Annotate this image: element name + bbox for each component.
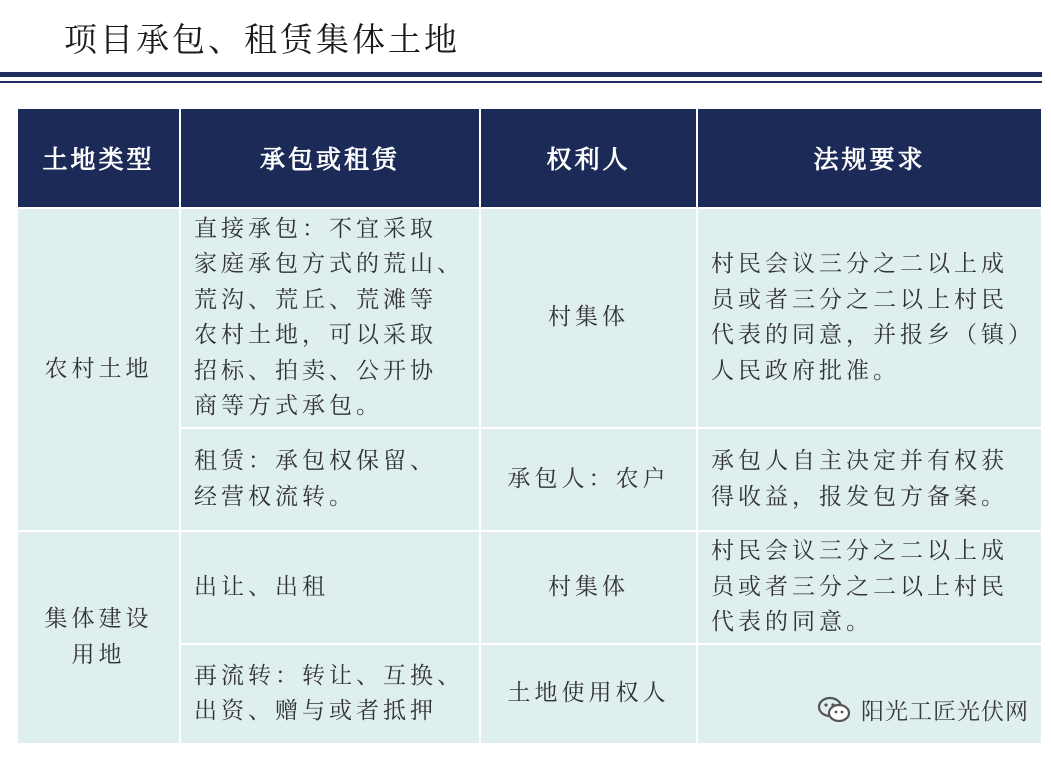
law-transfer-rent (697, 531, 1042, 644)
desc-direct-contract (180, 208, 480, 428)
cell-line: 集体建设 (44, 606, 153, 632)
cell-line: 村集体 (548, 573, 629, 600)
table-header-row (17, 108, 1042, 208)
land-type-rural (17, 208, 180, 531)
cell-line: 村集体 (548, 304, 629, 331)
land-lease-table (16, 107, 1043, 745)
cell-line: 承包人：农户 (507, 465, 670, 492)
cell-line: 承包人自主决定并有权获 (711, 448, 1008, 474)
wechat-watermark (817, 693, 1029, 726)
owner-village-collective (480, 531, 697, 644)
cell-line: 农村土地，可以采取 (194, 322, 437, 348)
cell-line: 出资、赠与或者抵押 (194, 698, 437, 724)
land-type-collective-construction (17, 531, 180, 744)
cell-line: 用地 (71, 641, 126, 668)
header-contract-or-lease: 承包或租赁 (180, 108, 480, 208)
page-title: 项目承包、租赁集体土地 (64, 20, 460, 59)
law-direct-contract (697, 208, 1042, 428)
desc-re-transfer (180, 644, 480, 744)
header-land-type: 土地类型 (17, 108, 180, 208)
desc-transfer-rent (180, 531, 480, 644)
cell-line: 土地使用权人 (507, 680, 670, 707)
cell-line: 出让、出租 (194, 573, 329, 600)
cell-line: 得收益，报发包方备案。 (711, 483, 1008, 510)
header-rights-holder: 权利人 (480, 108, 697, 208)
owner-land-use-right-holder (480, 644, 697, 744)
cell-line: 村民会议三分之二以上成 (711, 538, 1008, 565)
table-row (17, 208, 1042, 428)
cell-line: 代表的同意，并报乡（镇） (711, 322, 1035, 348)
cell-line: 租赁：承包权保留、 (194, 448, 437, 474)
table-row (17, 531, 1042, 644)
desc-lease (180, 428, 480, 531)
owner-contractor-farmer (480, 428, 697, 531)
title-rule-thin (0, 81, 1042, 83)
cell-line: 村民会议三分之二以上成 (711, 251, 1008, 277)
title-rule-thick (0, 72, 1042, 77)
cell-line: 招标、拍卖、公开协 (194, 357, 437, 384)
cell-line: 经营权流转。 (194, 483, 356, 510)
watermark-text: 阳光工匠光伏网 (861, 699, 1029, 725)
cell-line: 再流转：转让、互换、 (194, 662, 464, 689)
cell-line: 商等方式承包。 (194, 393, 383, 419)
cell-line: 代表的同意。 (711, 609, 873, 636)
cell-line: 家庭承包方式的荒山、 (194, 251, 464, 277)
cell-line: 直接承包：不宜采取 (194, 215, 437, 242)
wechat-icon (817, 695, 851, 725)
owner-village-collective (480, 208, 697, 428)
header-legal-requirement: 法规要求 (697, 108, 1042, 208)
cell-line: 农村土地 (44, 355, 153, 382)
law-lease (697, 428, 1042, 531)
cell-line: 人民政府批准。 (711, 357, 900, 384)
cell-line: 员或者三分之二以上村民 (711, 286, 1008, 313)
cell-line: 荒沟、荒丘、荒滩等 (194, 286, 437, 313)
cell-line: 员或者三分之二以上村民 (711, 573, 1008, 600)
